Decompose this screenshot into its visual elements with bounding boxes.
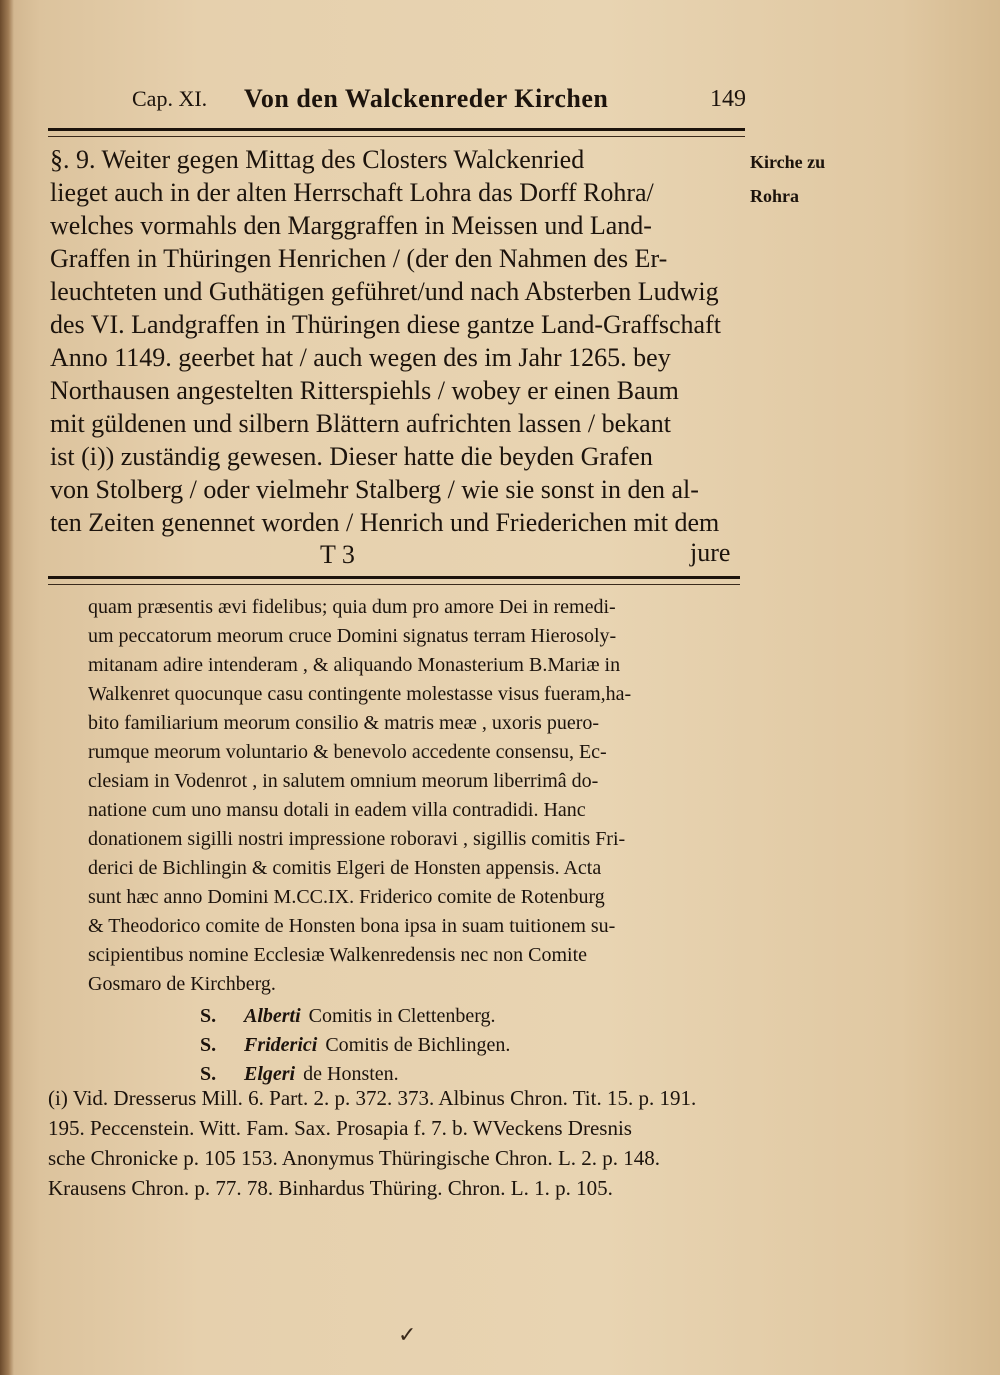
latin-line: clesiam in Vodenrot , in salutem omnium meorum liberrimâ do- (88, 770, 599, 792)
latin-line: rumque meorum voluntario & benevolo accedente consensu, Ec- (88, 741, 607, 763)
footnote-line: sche Chronicke p. 105 153. Anonymus Thüringische Chron. L. 2. p. 148. (48, 1146, 661, 1170)
footnote-line: Krausens Chron. p. 77. 78. Binhardus Thüring. Chron. L. 1. p. 105. (48, 1176, 613, 1200)
latin-line: sunt hæc anno Domini M.CC.IX. Friderico comite de Rotenburg (88, 886, 605, 908)
main-line: mit güldenen und silbern Blättern aufrichten lassen / bekant (50, 409, 671, 438)
seal-title: Comitis in Clettenberg. (308, 1005, 496, 1027)
seal-line (200, 1034, 510, 1057)
latin-line: donationem sigilli nostri impressione roboravi , sigillis comitis Fri- (88, 828, 626, 850)
latin-line: mitanam adire intenderam , & aliquando Monasterium B.Mariæ in (88, 654, 621, 676)
seal-name: Alberti (244, 1005, 301, 1027)
main-line: lieget auch in der alten Herrschaft Lohra das Dorff Rohra/ (50, 178, 654, 207)
margin-note: Kirche zu (750, 152, 826, 172)
footnote-line: (i) Vid. Dresserus Mill. 6. Part. 2. p. 372. 373. Albinus Chron. Tit. 15. p. 191. (48, 1086, 697, 1110)
latin-line: quam præsentis ævi fidelibus; quia dum pro amore Dei in remedi- (88, 596, 616, 618)
catchword: jure (690, 538, 731, 567)
seal-name: Elgeri (244, 1063, 296, 1085)
latin-line: Gosmaro de Kirchberg. (88, 973, 276, 995)
seal-line (200, 1005, 496, 1028)
latin-line: derici de Bichlingin & comitis Elgeri de Honsten appensis. Acta (88, 857, 602, 879)
seal-line (200, 1063, 399, 1086)
main-line: Northausen angestelten Ritterspiehls / wobey er einen Baum (50, 376, 679, 405)
seal-abbrev: S. (200, 1063, 217, 1085)
main-line: von Stolberg / oder vielmehr Stalberg / wie sie sonst in den al- (50, 475, 699, 504)
main-line: ist (i)) zuständig gewesen. Dieser hatte die beyden Grafen (50, 442, 653, 471)
footnote-line: 195. Peccenstein. Witt. Fam. Sax. Prosapia f. 7. b. WVeckens Dresnis (48, 1116, 632, 1140)
main-line: §. 9. Weiter gegen Mittag des Closters Walckenried (50, 145, 585, 174)
seal-abbrev: S. (200, 1034, 217, 1056)
main-line: des VI. Landgraffen in Thüringen diese gantze Land-Graffschaft (50, 310, 721, 339)
main-line: Graffen in Thüringen Henrichen / (der den Nahmen des Er- (50, 244, 668, 273)
latin-line: natione cum uno mansu dotali in eadem villa contradidi. Hanc (88, 799, 586, 821)
running-title: Von den Walckenreder Kirchen (244, 84, 609, 113)
latin-line: bito familiarium meorum consilio & matris meæ , uxoris puero- (88, 712, 600, 734)
latin-line: scipientibus nomine Ecclesiæ Walkenredensis nec non Comite (88, 944, 588, 966)
seal-name: Friderici (244, 1034, 318, 1056)
chapter-label: Cap. XI. (132, 86, 208, 111)
latin-line: & Theodorico comite de Honsten bona ipsa in suam tuitionem su- (88, 915, 616, 937)
main-line: ten Zeiten genennet worden / Henrich und Friederichen mit dem (50, 508, 720, 537)
section-rule (48, 576, 740, 585)
page-header (132, 84, 752, 124)
ink-mark: ✓ (398, 1322, 417, 1347)
latin-line: Walkenret quocunque casu contingente molestasse visus fueram,ha- (88, 683, 632, 705)
signature-mark: T 3 (320, 540, 355, 569)
main-line: Anno 1149. geerbet hat / auch wegen des im Jahr 1265. bey (50, 343, 671, 372)
binding-edge (0, 0, 14, 1375)
seal-title: Comitis de Bichlingen. (325, 1034, 511, 1056)
main-line: leuchteten und Guthätigen geführet/und nach Absterben Ludwig (50, 277, 719, 306)
seal-abbrev: S. (200, 1005, 217, 1027)
latin-line: um peccatorum meorum cruce Domini signatus terram Hierosoly- (88, 625, 617, 647)
seal-title: de Honsten. (303, 1063, 399, 1085)
margin-note: Rohra (750, 186, 799, 206)
page-number: 149 (710, 86, 746, 112)
header-rule (48, 128, 745, 137)
main-line: welches vormahls den Marggraffen in Meissen und Land- (50, 211, 652, 240)
